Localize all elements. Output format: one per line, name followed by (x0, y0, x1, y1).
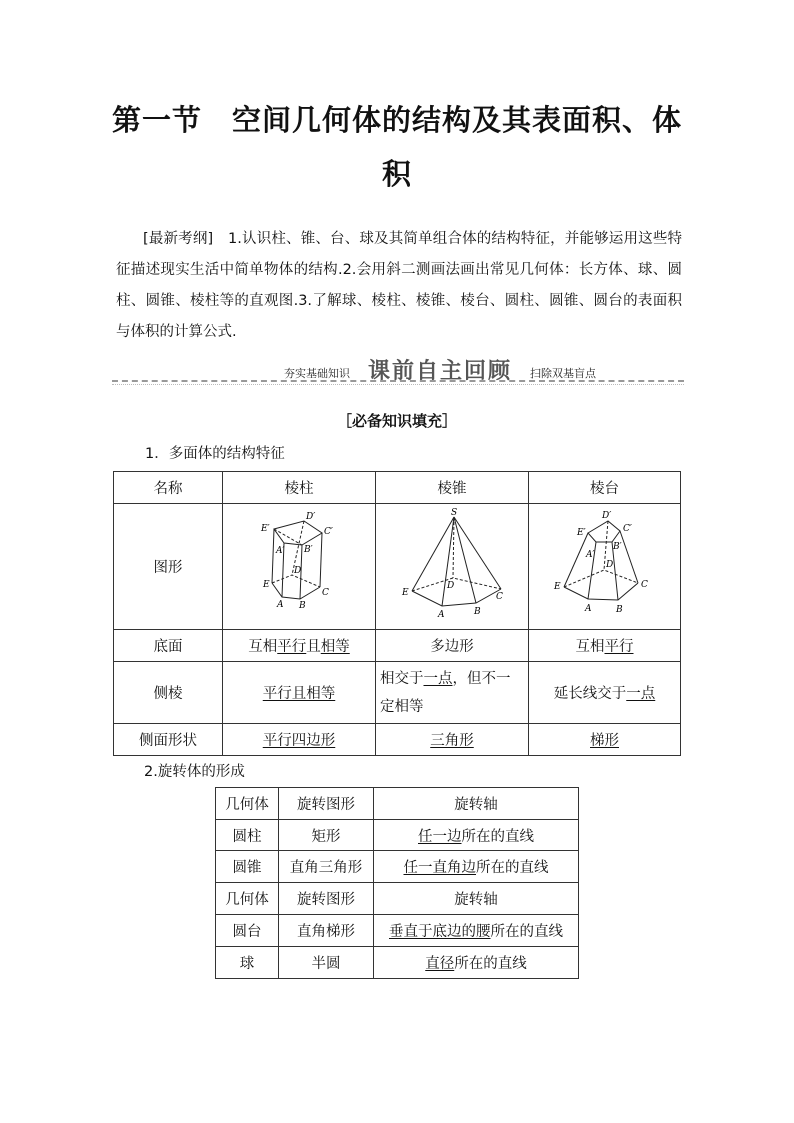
answer-text: 梯形 (590, 733, 619, 749)
vertex-label: C′ (324, 527, 333, 537)
cell-text: 所在的直线 (476, 860, 549, 876)
answer-text: 任一直角边 (403, 860, 476, 876)
solid-name: 球 (216, 947, 279, 979)
syllabus-intro (116, 224, 682, 348)
table-row (216, 851, 579, 883)
cell-text: 相交于 (380, 670, 424, 687)
pyramid-faces-cell (376, 724, 529, 756)
banner-right-text: 扫除双基盲点 (530, 367, 596, 380)
table-row (114, 630, 681, 662)
pyramid-base-cell: 多边形 (376, 630, 529, 662)
header-cell: 名称 (114, 472, 223, 504)
intro-text: [最新考纲] 1.认识柱、锥、台、球及其简单组合体的结构特征，并能够运用这些特征描述现实生活中简单物体的结构.2.会用斜二测画法画出常见几何体：长方体、球、圆柱、圆锥、棱柱等的直观图.3.了解球、棱柱、棱锥、棱台、圆柱、圆锥、圆台的表面积与体积的计算公式. (116, 231, 682, 340)
vertex-label: E (263, 580, 270, 590)
table-row (216, 883, 579, 915)
table-row (216, 820, 579, 851)
vertex-label: B′ (612, 542, 622, 552)
generating-shape: 半圆 (279, 947, 374, 979)
vertex-label: A′ (276, 546, 285, 556)
revolution-table (215, 787, 579, 979)
vertex-label: D′ (601, 511, 611, 521)
header-cell: 旋转轴 (374, 883, 579, 915)
answer-text: 一点 (626, 686, 656, 702)
prism-edges-cell (223, 662, 376, 724)
header-cell: 旋转图形 (279, 883, 374, 915)
header-cell: 几何体 (216, 788, 279, 820)
answer-text: 一点 (423, 670, 453, 687)
answer-text: 任一边 (418, 828, 462, 845)
frustum-base-cell (529, 630, 681, 662)
answer-text: 相等 (320, 639, 350, 655)
vertex-label: C′ (622, 524, 632, 534)
generating-shape: 矩形 (279, 820, 374, 851)
frustum-faces-cell (529, 724, 681, 756)
page-title-line2: 积 (381, 157, 412, 191)
frustum-edges-cell (529, 662, 681, 724)
frustum-figure (550, 507, 660, 622)
vertex-label: A′ (585, 550, 595, 560)
vertex-label: B (474, 607, 481, 617)
vertex-label: C (496, 592, 503, 602)
header-cell: 棱台 (529, 472, 681, 504)
pyramid-edges-cell (376, 662, 529, 724)
cell-text: 且 (306, 639, 321, 655)
answer-text: 平行 (277, 639, 307, 655)
section-heading: ［必备知识填充］ (336, 412, 457, 430)
subsection-solids-of-revolution: 2.旋转体的形成 (144, 764, 245, 780)
row-label: 底面 (114, 630, 223, 662)
cell-text: 互相 (248, 639, 278, 655)
vertex-label: E′ (576, 528, 586, 538)
solid-name: 圆柱 (216, 820, 279, 851)
header-cell: 几何体 (216, 883, 279, 915)
vertex-label: S (451, 508, 458, 518)
vertex-label: E (402, 588, 409, 598)
answer-text: 平行 (604, 639, 634, 655)
header-cell: 旋转轴 (374, 788, 579, 820)
cell-text: 所在的直线 (454, 956, 527, 972)
answer-text: 平行且相等 (262, 686, 336, 702)
header-cell: 棱柱 (223, 472, 376, 504)
solid-name: 圆锥 (216, 851, 279, 883)
row-label: 侧面形状 (114, 724, 223, 756)
table-row (114, 472, 681, 504)
generating-shape: 直角三角形 (279, 851, 374, 883)
prism-faces-cell (223, 724, 376, 756)
vertex-label: A (438, 610, 445, 620)
vertex-label: B′ (304, 545, 313, 555)
cell-text: 所在的直线 (490, 924, 563, 940)
vertex-label: C (322, 588, 329, 598)
row-label: 侧棱 (114, 662, 223, 724)
vertex-label: A (584, 604, 591, 614)
vertex-label: B (615, 605, 623, 615)
vertex-label: D (447, 581, 455, 591)
vertex-label: D (294, 566, 302, 576)
answer-text: 垂直于底边的腰 (389, 924, 491, 940)
vertex-label: C (640, 580, 648, 590)
prism-figure-cell (223, 504, 376, 630)
header-cell: 棱锥 (376, 472, 529, 504)
axis-cell (374, 947, 579, 979)
table-row (114, 662, 681, 724)
vertex-label: D′ (306, 512, 316, 522)
header-cell: 旋转图形 (279, 788, 374, 820)
subsection-polyhedra: 1．多面体的结构特征 (145, 446, 285, 462)
prism-figure (244, 507, 354, 622)
vertex-label: E (553, 582, 561, 592)
table-row (216, 915, 579, 947)
axis-cell (374, 851, 579, 883)
cell-text: ，但不一 (452, 670, 511, 687)
table-row (216, 947, 579, 979)
banner-left-text: 夯实基础知识 (284, 367, 350, 380)
table-row (114, 724, 681, 756)
table-row (216, 788, 579, 820)
vertex-label: E′ (261, 524, 270, 534)
section-banner (112, 356, 684, 384)
vertex-label: A (277, 600, 284, 610)
cell-text: 延长线交于 (553, 686, 627, 702)
banner-divider (112, 380, 684, 382)
vertex-label: B (299, 601, 306, 611)
answer-text: 直径 (425, 956, 455, 972)
axis-cell (374, 915, 579, 947)
polyhedra-table (113, 471, 681, 756)
banner-title: 课前自主回顾 (368, 359, 513, 384)
cell-text: 互相 (575, 639, 605, 655)
solid-name: 圆台 (216, 915, 279, 947)
banner-divider-dotted (112, 384, 684, 385)
pyramid-figure (397, 507, 507, 622)
page-title-line1: 第一节 空间几何体的结构及其表面积、体 (111, 103, 682, 137)
cell-text: 定相等 (380, 698, 424, 715)
prism-base-cell (223, 630, 376, 662)
table-row (114, 504, 681, 630)
frustum-figure-cell (529, 504, 681, 630)
row-label: 图形 (114, 504, 223, 630)
vertex-label: D (605, 560, 613, 570)
answer-text: 三角形 (430, 733, 474, 749)
answer-text: 平行四边形 (262, 733, 336, 749)
pyramid-figure-cell (376, 504, 529, 630)
generating-shape: 直角梯形 (279, 915, 374, 947)
axis-cell (374, 820, 579, 851)
cell-text: 所在的直线 (461, 828, 534, 845)
